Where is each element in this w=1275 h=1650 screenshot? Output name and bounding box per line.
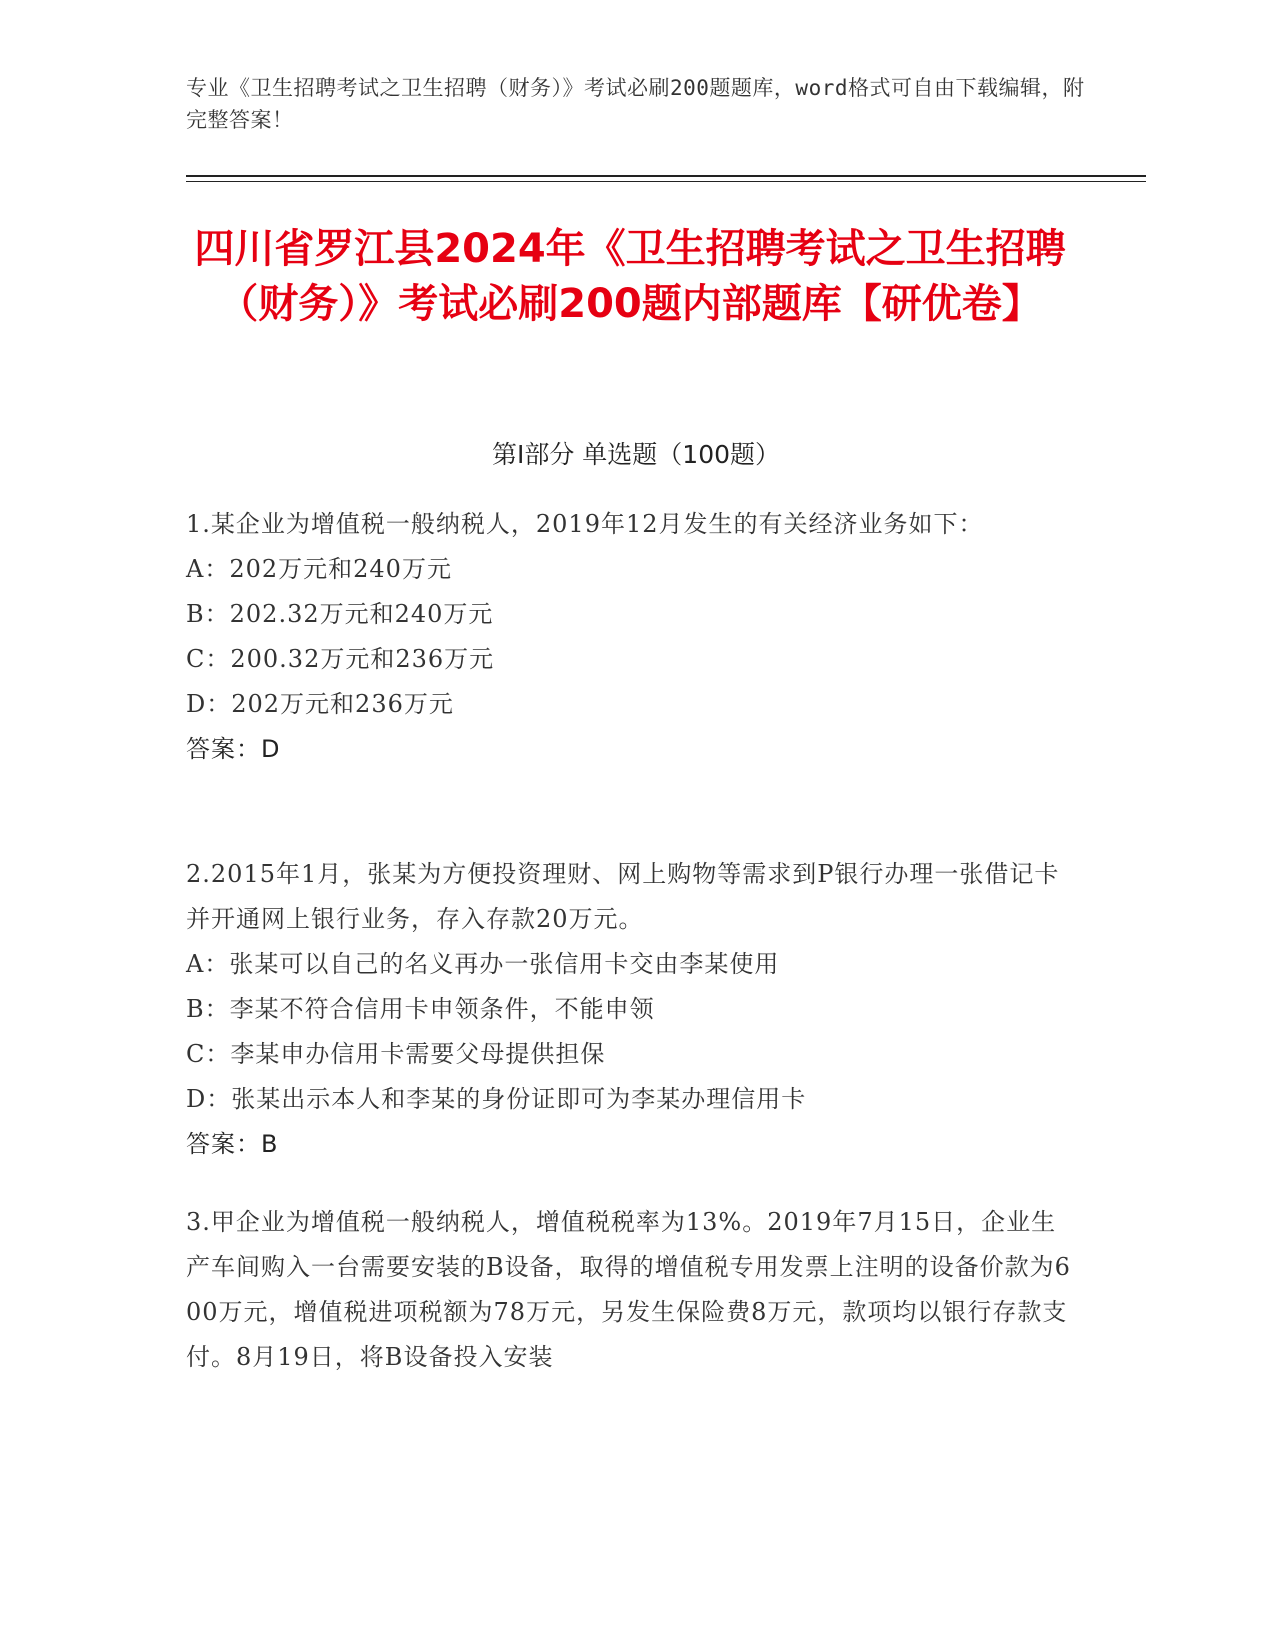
question-stem: 2.2015年1月，张某为方便投资理财、网上购物等需求到P银行办理一张借记卡并开通网上银行业务，存入存款20万元。 (186, 860, 1060, 933)
option-a: A：202万元和240万元 (186, 555, 452, 583)
section-heading: 第I部分 单选题（100题） (491, 440, 781, 469)
option-b: B：202.32万元和240万元 (186, 600, 494, 628)
question-stem: 1.某企业为增值税一般纳税人，2019年12月发生的有关经济业务如下： (186, 510, 984, 538)
option-c: C：李某申办信用卡需要父母提供担保 (186, 1040, 606, 1068)
question-2 (186, 852, 1076, 1167)
header-divider-thin (186, 181, 1146, 182)
question-1 (186, 502, 1076, 772)
header-divider-thick (186, 175, 1146, 177)
option-d: D：张某出示本人和李某的身份证即可为李某办理信用卡 (186, 1085, 807, 1113)
option-d: D：202万元和236万元 (186, 690, 454, 718)
document-title: 四川省罗江县2024年《卫生招聘考试之卫生招聘（财务）》考试必刷200题内部题库【研优卷】 (194, 226, 1066, 327)
question-stem: 3.甲企业为增值税一般纳税人，增值税税率为13%。2019年7月15日，企业生产车间购入一台需要安装的B设备，取得的增值税专用发票上注明的设备价款为600万元，增值税进项税额为78万元，另发生保险费8万元，款项均以银行存款支付。8月19日，将B设备投入安装 (186, 1208, 1071, 1371)
answer-label: 答案：B (186, 1130, 279, 1158)
header-note: 专业《卫生招聘考试之卫生招聘（财务）》考试必刷200题题库，word格式可自由下载编辑，附完整答案！ (186, 76, 1085, 132)
option-b: B：李某不符合信用卡申领条件，不能申领 (186, 995, 655, 1023)
option-c: C：200.32万元和236万元 (186, 645, 495, 673)
question-3 (186, 1200, 1076, 1380)
answer-label: 答案：D (186, 735, 281, 763)
option-a: A：张某可以自己的名义再办一张信用卡交由李某使用 (186, 950, 780, 978)
